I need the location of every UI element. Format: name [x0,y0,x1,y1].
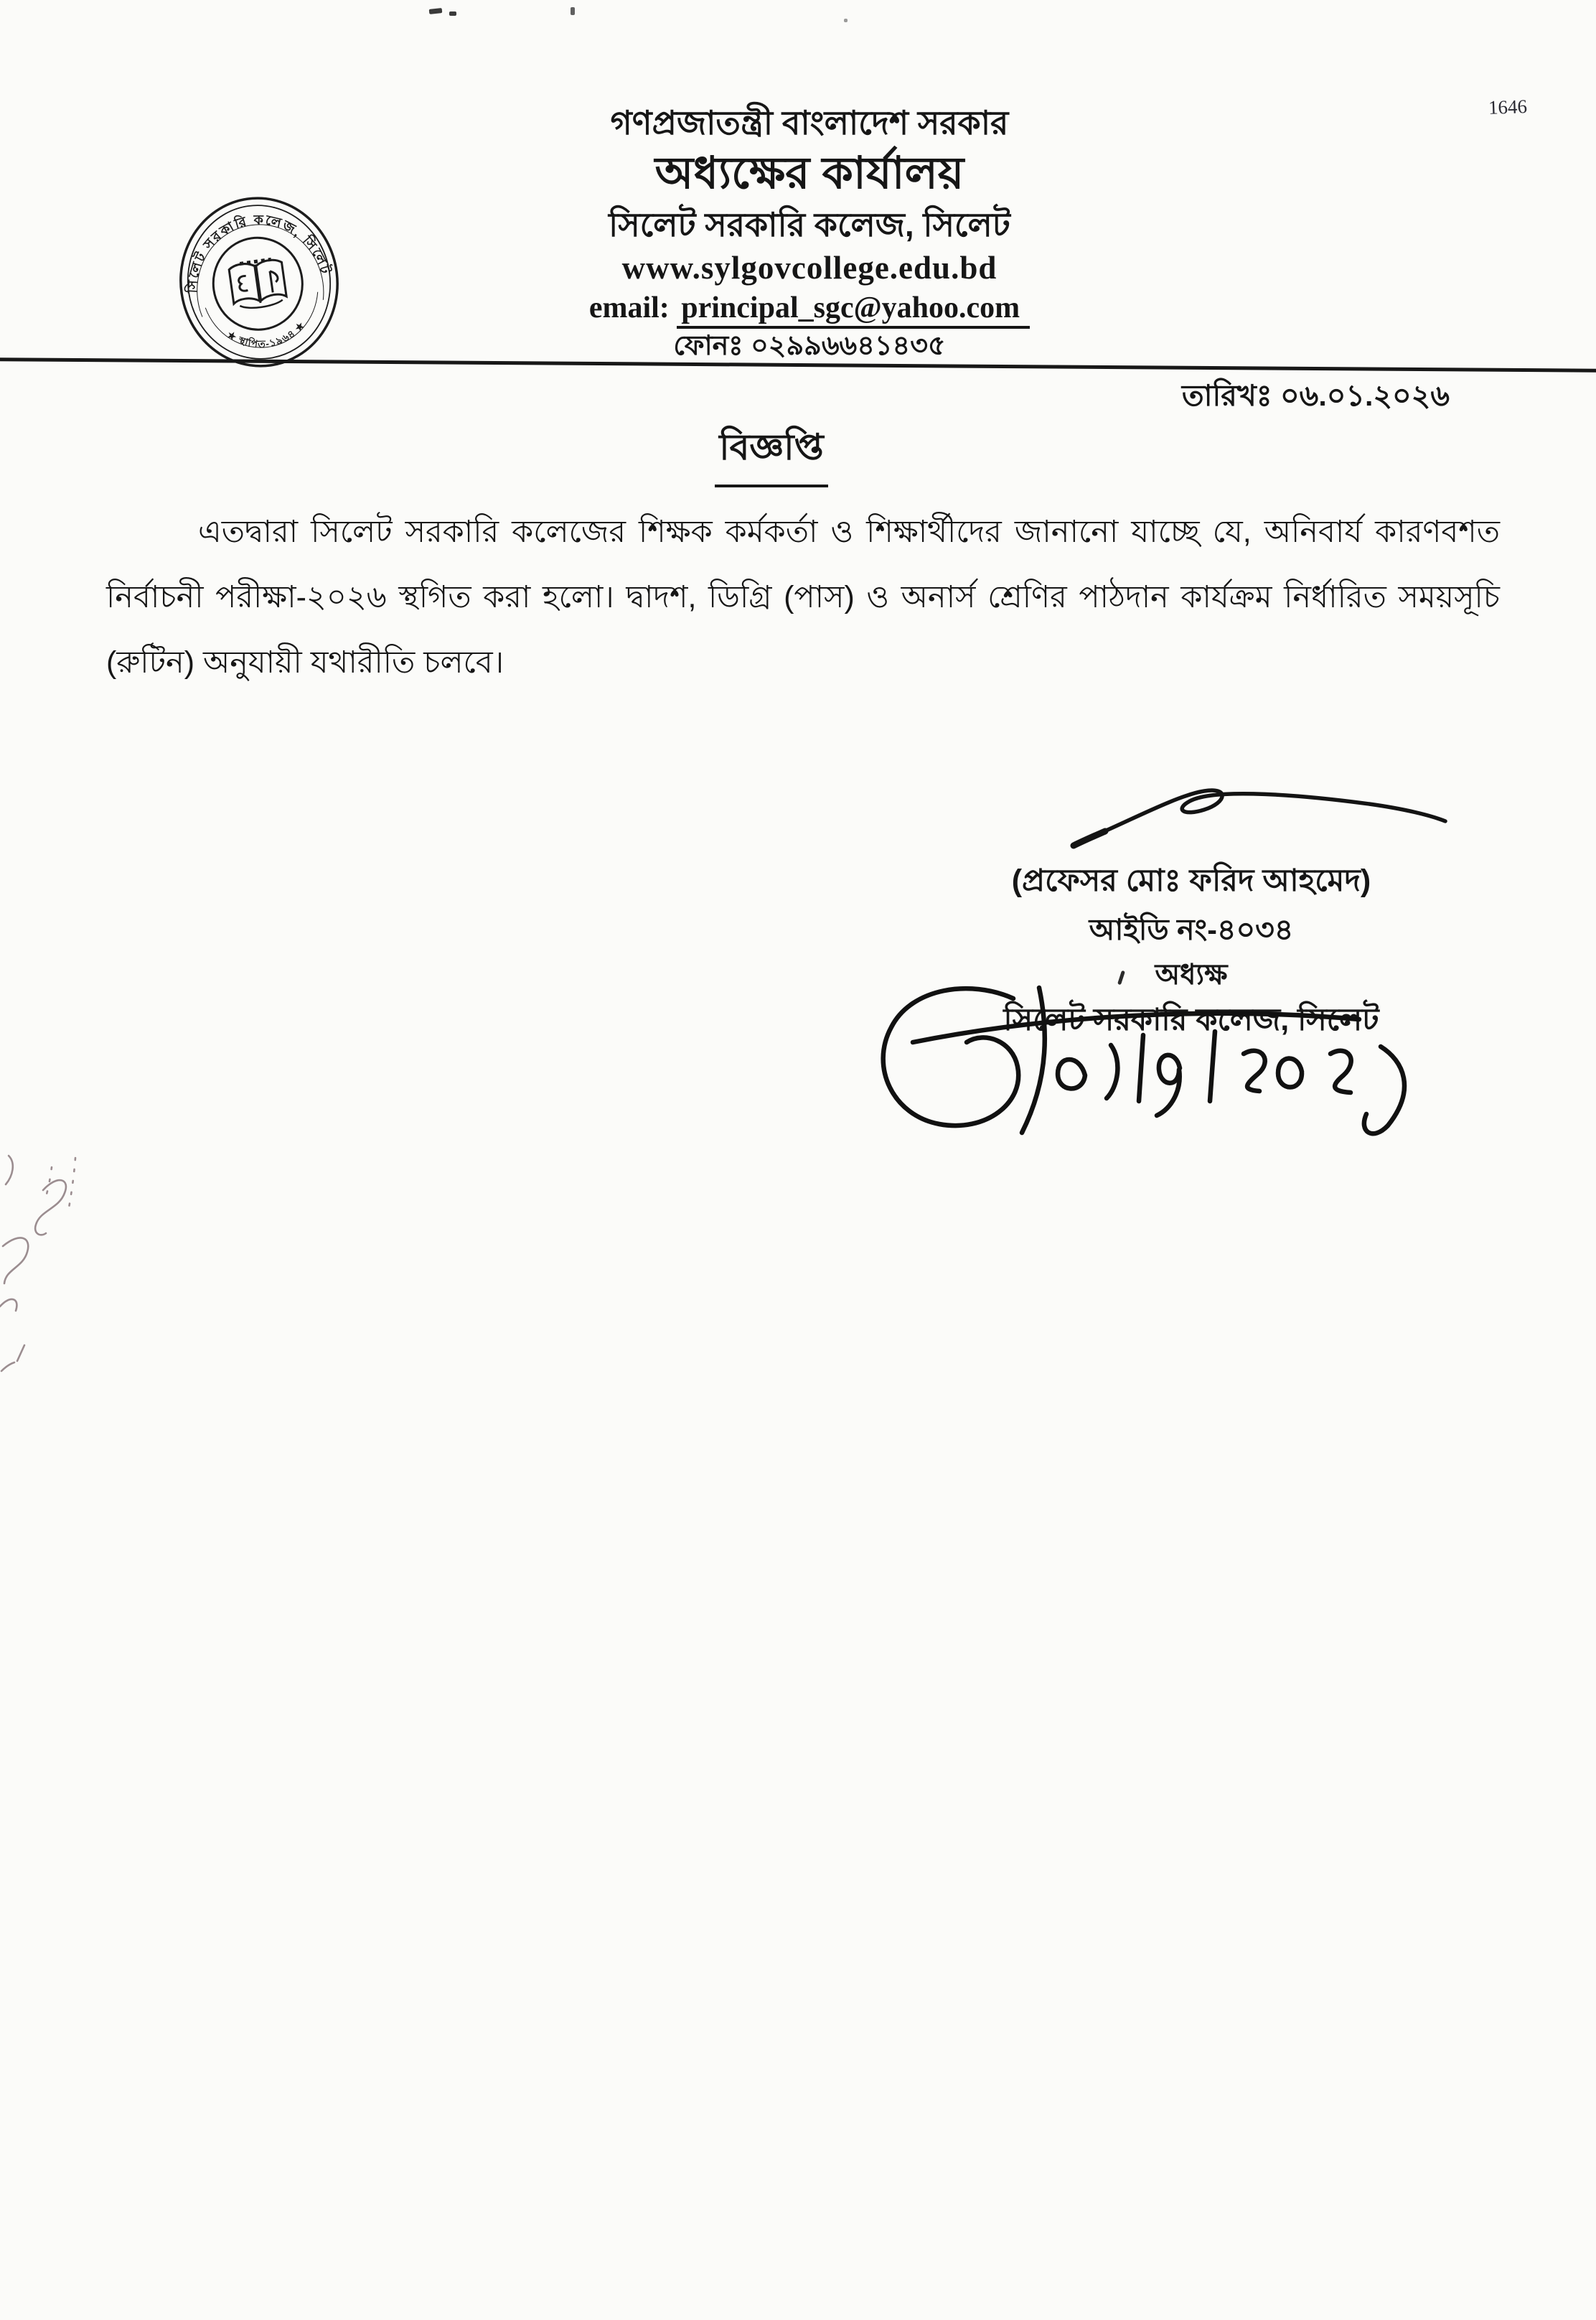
body-line-1: এতদ্বারা সিলেট সরকারি কলেজের শিক্ষক কর্মকর্তা ও শিক্ষার্থীদের জানানো যাচ্ছে যে, অনিবার্য কারণবশত [198,515,1500,549]
signatory-name: (প্রফেসর মোঃ ফরিদ আহমেদ) [1011,864,1371,898]
date-line: তারিখঃ ০৬.০১.২০২৬ [1181,379,1450,412]
signatory-id: আইডি নং-৪০৩৪ [1089,913,1294,946]
letterhead [451,100,1168,365]
signatory-institution: সিলেট সরকারি কলেজ, সিলেট [1003,1003,1379,1037]
institution-name: সিলেট সরকারি কলেজ, সিলেট [609,206,1010,243]
email-line [451,289,1168,327]
notice-title: বিজ্ঞপ্তি [715,421,827,487]
handwritten-signature [870,959,1546,1154]
margin-scribbles [0,1118,136,1377]
seal-established-text: ★ স্থাপিত-১৯৬৪ ★ [225,319,307,350]
scan-speck [449,11,456,16]
scan-speck [844,19,848,22]
government-name: গণপ্রজাতন্ত্রী বাংলাদেশ সরকার [610,104,1009,141]
signatory-designation: অধ্যক্ষ [1155,959,1228,991]
office-name: অধ্যক্ষের কার্যালয় [654,149,964,198]
phone-line: ফোনঃ ০২৯৯৬৬৪১৪৩৫ [673,331,946,361]
body-line-2: নির্বাচনী পরীক্ষা-২০২৬ স্থগিত করা হলো। দ্বাদশ, ডিগ্রি (পাস) ও অনার্স শ্রেণির পাঠদান কার্যক্রম নির্ধারিত সময়সূচি [106,580,1500,614]
email-label: email: [588,291,670,324]
body-line-3: (রুটিন) অনুযায়ী যথারীতি চলবে। [106,645,504,680]
notice-title-wrap [0,421,1543,487]
reference-number: 1646 [1488,95,1528,118]
seal-ring-text: সিলেট সরকারি কলেজ, সিলেট [185,212,333,294]
signature-flourish [1068,775,1455,856]
scan-speck [429,8,443,14]
notice-body [106,500,1500,696]
website-url: www.sylgovcollege.edu.bd [621,250,998,286]
scan-speck [571,7,575,15]
college-seal [177,194,342,370]
email-address: principal_sgc@yahoo.com [677,291,1030,329]
seal-book-spine [255,265,261,303]
